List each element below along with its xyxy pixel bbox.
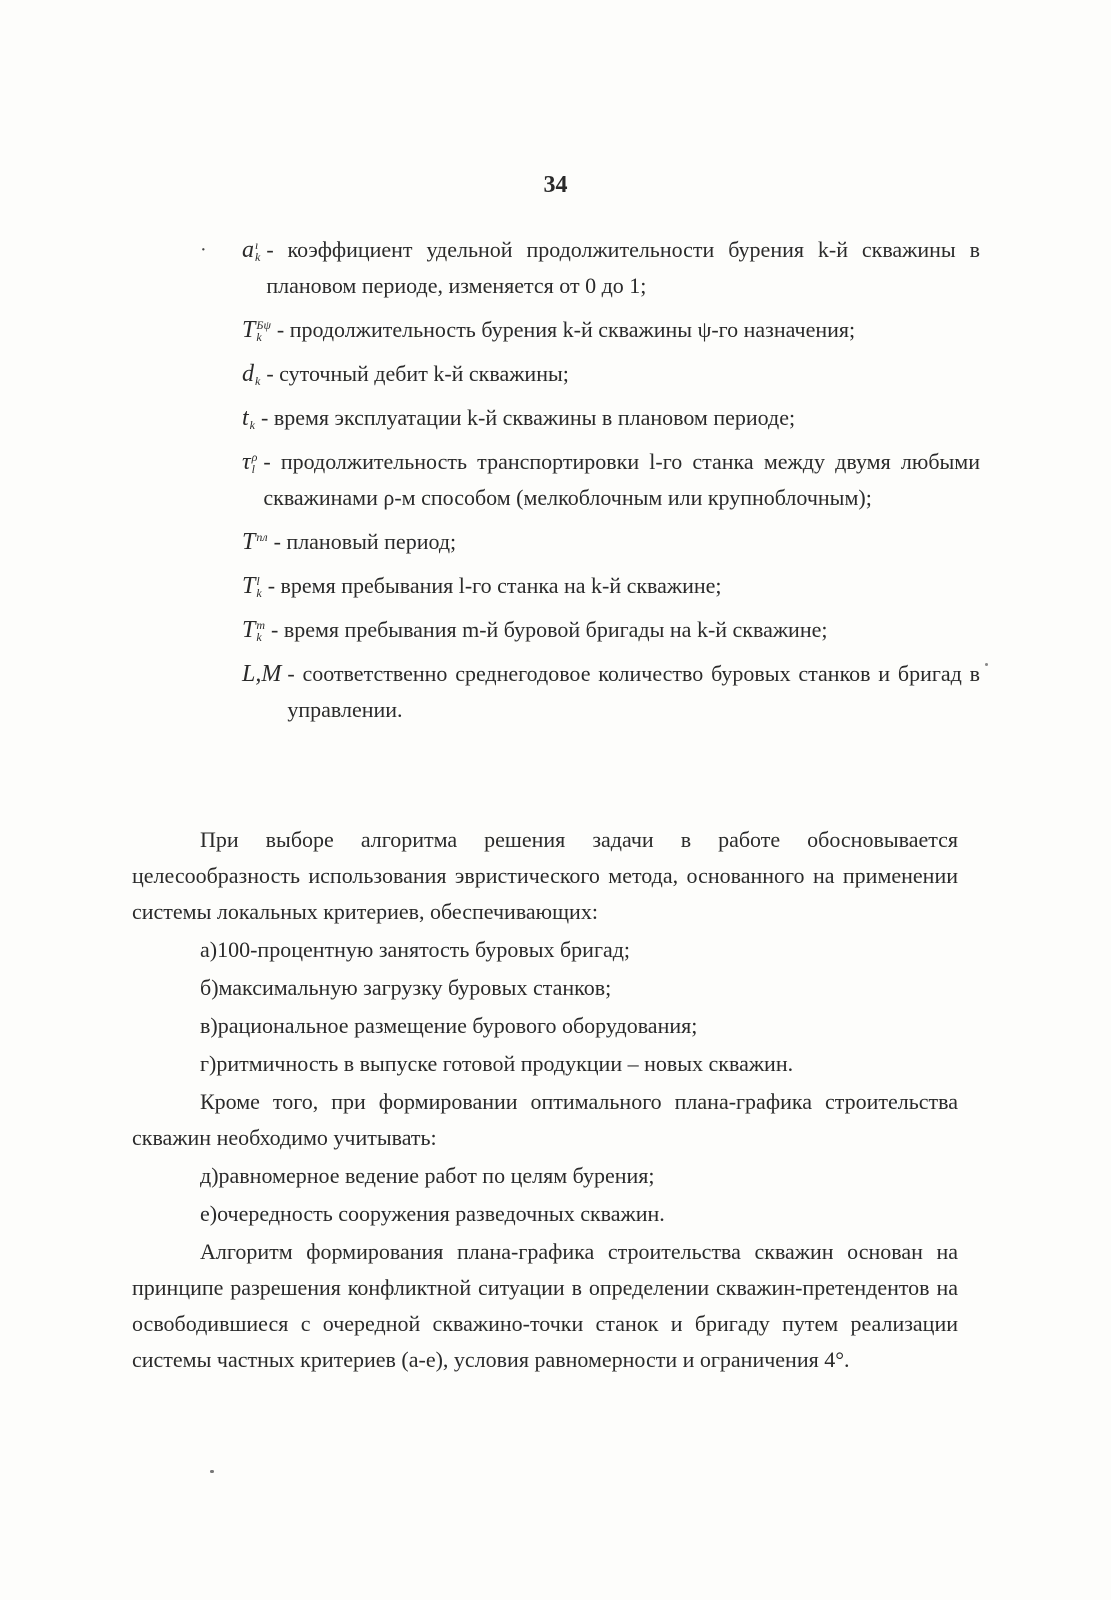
list-item: в)рациональное размещение бурового оборудования; xyxy=(200,1013,698,1038)
list-item: а)100-процентную занятость буровых бригад; xyxy=(200,937,631,962)
list-item: г)ритмичность в выпуске готовой продукции – новых скважин. xyxy=(200,1051,794,1076)
page-number: 34 xyxy=(543,172,568,198)
definition-item xyxy=(200,356,980,392)
definition-text: - время пребывания m-й буровой бригады на k-й скважине; xyxy=(271,617,828,642)
bullet: · xyxy=(200,239,207,261)
definition-symbol: T m k xyxy=(242,617,266,645)
definition-symbol: d k xyxy=(242,361,261,389)
definition-text: - продолжительность бурения k-й скважины ψ-го назначения; xyxy=(276,317,856,342)
definition-symbol: t k xyxy=(242,405,255,433)
definition-item xyxy=(200,568,980,604)
definition-text: - время эксплуатации k-й скважины в плановом периоде; xyxy=(261,405,796,430)
definition-symbol: T пл xyxy=(242,529,268,555)
definition-text: - соответственно среднегодовое количество буровых станков и бригад в управлении. xyxy=(287,661,980,722)
definition-text: - коэффициент удельной продолжительности бурения k-й скважины в плановом периоде, изменяется от 0 до 1; xyxy=(266,237,980,298)
paragraph: При выборе алгоритма решения задачи в работе обосновывается целесообразность использования эвристического метода, основанного на применении системы локальных критериев, обеспечивающих: xyxy=(132,827,958,924)
definition-item xyxy=(200,400,980,436)
definition-text: - время пребывания l-го станка на k-й скважине; xyxy=(267,573,722,598)
scan-speck xyxy=(985,663,988,666)
scan-speck xyxy=(210,1470,214,1473)
definition-item xyxy=(200,612,980,648)
definition-item xyxy=(200,524,980,560)
definition-symbol: L,M xyxy=(242,661,282,687)
definition-text: - плановый период; xyxy=(273,529,457,554)
definition-item xyxy=(200,312,980,348)
definition-symbol: T l k xyxy=(242,573,262,601)
list-item: б)максимальную загрузку буровых станков; xyxy=(200,975,612,1000)
definition-symbol: τ ρ l xyxy=(242,449,258,477)
body-text xyxy=(132,822,958,1380)
list-item: д)равномерное ведение работ по целям бурения; xyxy=(200,1163,655,1188)
definition-item xyxy=(200,232,980,304)
list-item: е)очередность сооружения разведочных скважин. xyxy=(200,1201,665,1226)
definition-text: - продолжительность транспортировки l-го станка между двумя любыми скважинами ρ-м способом (мелкоблочным или крупноблочным); xyxy=(263,449,980,510)
definition-symbol: a ı k xyxy=(242,237,261,265)
definitions-list xyxy=(200,232,980,736)
definition-text: - суточный дебит k-й скважины; xyxy=(266,361,569,386)
paragraph: Кроме того, при формировании оптимального плана-графика строительства скважин необходимо учитывать: xyxy=(132,1089,958,1150)
paragraph: Алгоритм формирования плана-графика строительства скважин основан на принципе разрешения конфликтной ситуации в определении скважин-претендентов на освободившиеся с очередной скважино-точки станок и бригаду путем реализации системы частных критериев (а-е), условия равномерности и ограничения 4°. xyxy=(132,1239,958,1372)
definition-item xyxy=(200,656,980,728)
definition-symbol: T Бψ k xyxy=(242,317,271,345)
definition-item xyxy=(200,444,980,516)
